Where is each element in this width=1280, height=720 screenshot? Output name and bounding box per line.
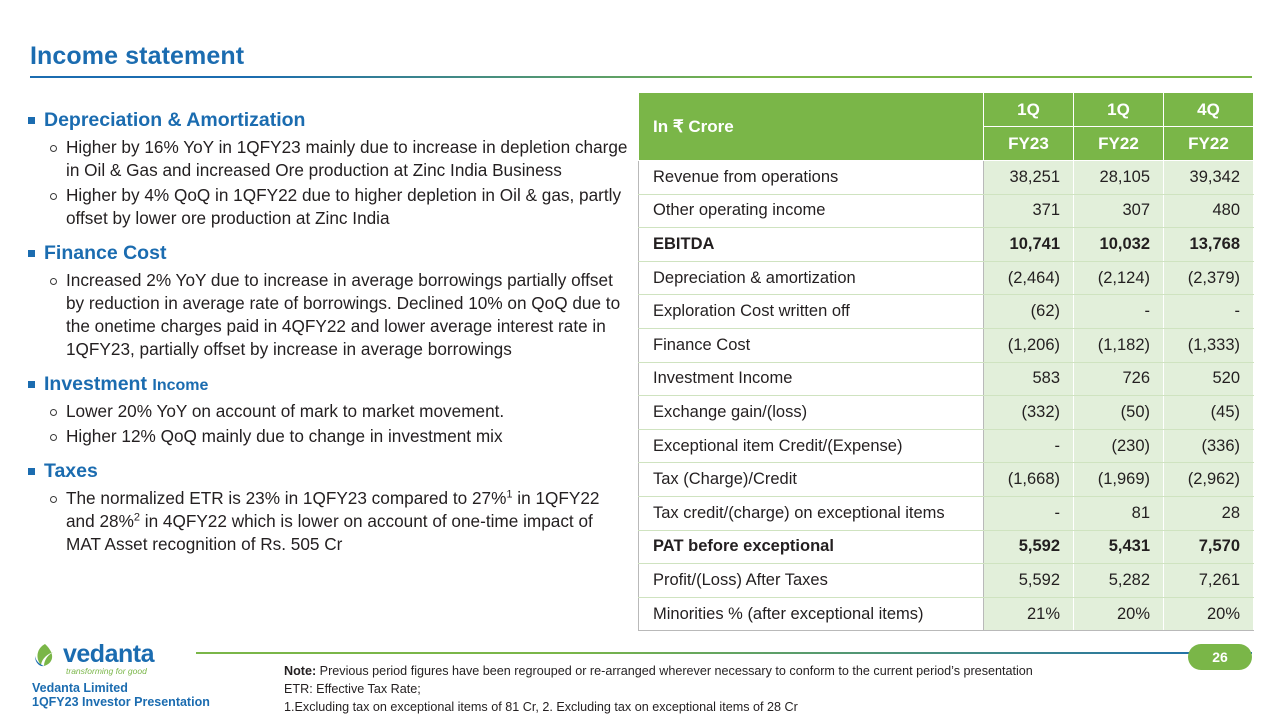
title-divider: [30, 76, 1252, 78]
note-label: Note:: [284, 664, 317, 678]
row-value: 10,032: [1074, 228, 1164, 262]
income-statement-table: [638, 92, 1253, 631]
circle-bullet-icon: [50, 496, 57, 503]
presentation-name: 1QFY23 Investor Presentation: [32, 695, 210, 709]
row-value: 7,570: [1164, 530, 1254, 564]
bullet-point-text: Increased 2% YoY due to increase in average borrowings partially offset by reduction in average rate of borrowings. Declined 10% on QoQ due to the onetime charges paid in 4QFY22 and lower average interest rate in 1QFY23, partially offset by increase in average borrowings: [66, 270, 621, 359]
row-value: (230): [1074, 429, 1164, 463]
row-value: (1,969): [1074, 463, 1164, 497]
table-header-year-2: FY22: [1074, 127, 1164, 161]
row-value: 480: [1164, 194, 1254, 228]
row-value: 371: [984, 194, 1074, 228]
row-label: Tax (Charge)/Credit: [639, 463, 984, 497]
bullet-heading: [28, 372, 628, 396]
bullet-point-text: The normalized ETR is 23% in 1QFY23 compared to 27%$^1$ in 1QFY22 and 28%$^2$ in 4QFY22 which is lower on account of one-time impact of MAT Asset recognition of Rs. 505 Cr: [66, 488, 600, 554]
bullet-point-text: Higher by 4% QoQ in 1QFY22 due to higher depletion in Oil & gas, partly offset by lower ore production at Zinc India: [66, 185, 622, 228]
row-value: 28: [1164, 496, 1254, 530]
table-row: [639, 530, 1254, 564]
company-name: Vedanta Limited: [32, 681, 128, 695]
row-value: 726: [1074, 362, 1164, 396]
row-label: Investment Income: [639, 362, 984, 396]
circle-bullet-icon: [50, 434, 57, 441]
bullet-heading-label: Finance Cost: [44, 241, 167, 264]
row-label: Depreciation & amortization: [639, 261, 984, 295]
row-value: 39,342: [1164, 161, 1254, 195]
row-value: 307: [1074, 194, 1164, 228]
row-value: 5,592: [984, 530, 1074, 564]
row-value: (45): [1164, 396, 1254, 430]
vedanta-wordmark: vedanta: [63, 640, 154, 668]
row-label: Profit/(Loss) After Taxes: [639, 564, 984, 598]
row-value: (332): [984, 396, 1074, 430]
bullet-group: [28, 459, 628, 556]
bullet-point-text: Higher by 16% YoY in 1QFY23 mainly due to increase in depletion charge in Oil & Gas and increased Ore production at Zinc India Business: [66, 137, 628, 181]
table-row: [639, 161, 1254, 195]
bullet-point: [50, 269, 628, 361]
row-value: (1,206): [984, 328, 1074, 362]
row-label: Exchange gain/(loss): [639, 396, 984, 430]
row-value: 5,431: [1074, 530, 1164, 564]
row-label: Minorities % (after exceptional items): [639, 597, 984, 631]
bullet-heading-label: Investment: [44, 372, 153, 395]
circle-bullet-icon: [50, 409, 57, 416]
row-value: (2,464): [984, 261, 1074, 295]
bullet-group: [28, 108, 628, 230]
table-row: [639, 597, 1254, 631]
bullet-group: [28, 372, 628, 448]
square-bullet-icon: [28, 117, 35, 124]
row-value: -: [984, 429, 1074, 463]
table-header-quarter-3: 4Q: [1164, 93, 1254, 127]
row-value: (2,379): [1164, 261, 1254, 295]
row-value: (1,668): [984, 463, 1074, 497]
table-row: [639, 564, 1254, 598]
circle-bullet-icon: [50, 193, 57, 200]
row-value: 5,592: [984, 564, 1074, 598]
bullet-heading: [28, 459, 628, 483]
table-row: [639, 328, 1254, 362]
square-bullet-icon: [28, 381, 35, 388]
table-row: [639, 362, 1254, 396]
row-value: 13,768: [1164, 228, 1254, 262]
row-value: 5,282: [1074, 564, 1164, 598]
row-value: 20%: [1074, 597, 1164, 631]
page-number-badge: 26: [1188, 644, 1252, 670]
table-header-row: [639, 93, 1254, 127]
bullet-point: [50, 400, 628, 423]
row-value: (336): [1164, 429, 1254, 463]
row-label: Tax credit/(charge) on exceptional items: [639, 496, 984, 530]
circle-bullet-icon: [50, 145, 57, 152]
row-value: (1,182): [1074, 328, 1164, 362]
footnotes: [284, 663, 1184, 717]
row-value: (50): [1074, 396, 1164, 430]
table-header-year-3: FY22: [1164, 127, 1254, 161]
table-row: [639, 463, 1254, 497]
row-value: (1,333): [1164, 328, 1254, 362]
note-line-3: 1.Excluding tax on exceptional items of 81 Cr, 2. Excluding tax on exceptional items of 28 Cr: [284, 699, 798, 714]
table-row: [639, 228, 1254, 262]
row-label: PAT before exceptional: [639, 530, 984, 564]
circle-bullet-icon: [50, 278, 57, 285]
bullet-heading-label: Taxes: [44, 459, 98, 482]
row-label: EBITDA: [639, 228, 984, 262]
bullet-group: [28, 241, 628, 361]
note-line-2: ETR: Effective Tax Rate;: [284, 681, 421, 696]
bullet-point-text: Higher 12% QoQ mainly due to change in investment mix: [66, 426, 503, 446]
table-row: [639, 261, 1254, 295]
row-value: -: [984, 496, 1074, 530]
row-value: 81: [1074, 496, 1164, 530]
square-bullet-icon: [28, 250, 35, 257]
row-value: -: [1074, 295, 1164, 329]
row-value: (2,962): [1164, 463, 1254, 497]
row-label: Other operating income: [639, 194, 984, 228]
row-value: 20%: [1164, 597, 1254, 631]
table-header-year-1: FY23: [984, 127, 1074, 161]
table-header-quarter-2: 1Q: [1074, 93, 1164, 127]
row-label: Finance Cost: [639, 328, 984, 362]
bullet-heading-label: Depreciation & Amortization: [44, 109, 306, 131]
row-value: (62): [984, 295, 1074, 329]
table-row: [639, 194, 1254, 228]
row-value: -: [1164, 295, 1254, 329]
bullet-heading: [28, 108, 628, 132]
bullet-point-text: Lower 20% YoY on account of mark to market movement.: [66, 401, 505, 422]
note-text: Previous period figures have been regrouped or re-arranged wherever necessary to conform to the current period’s presentation: [316, 664, 1033, 678]
row-value: 583: [984, 362, 1074, 396]
table-row: [639, 429, 1254, 463]
bullet-point: [50, 136, 628, 182]
table-row: [639, 295, 1254, 329]
row-value: 38,251: [984, 161, 1074, 195]
page-title: Income statement: [30, 42, 245, 70]
table-header-unit: In ₹ Crore: [639, 93, 984, 161]
vedanta-leaf-icon: [32, 642, 58, 668]
row-label: Revenue from operations: [639, 161, 984, 195]
vedanta-logo: [32, 640, 212, 709]
bullet-column: [28, 106, 628, 567]
row-label: Exploration Cost written off: [639, 295, 984, 329]
row-value: 10,741: [984, 228, 1074, 262]
table-header-quarter-1: 1Q: [984, 93, 1074, 127]
row-label: Exceptional item Credit/(Expense): [639, 429, 984, 463]
row-value: (2,124): [1074, 261, 1164, 295]
row-value: 520: [1164, 362, 1254, 396]
table-row: [639, 396, 1254, 430]
bullet-heading-sub: Income: [152, 376, 209, 394]
square-bullet-icon: [28, 468, 35, 475]
row-value: 21%: [984, 597, 1074, 631]
bullet-point: [50, 487, 628, 556]
bullet-heading: [28, 241, 628, 265]
footer-divider: [196, 652, 1252, 654]
table-row: [639, 496, 1254, 530]
vedanta-tagline: transforming for good: [66, 666, 147, 676]
row-value: 28,105: [1074, 161, 1164, 195]
bullet-point: [50, 184, 628, 230]
bullet-point: [50, 425, 628, 448]
table-body: [639, 161, 1254, 631]
row-value: 7,261: [1164, 564, 1254, 598]
